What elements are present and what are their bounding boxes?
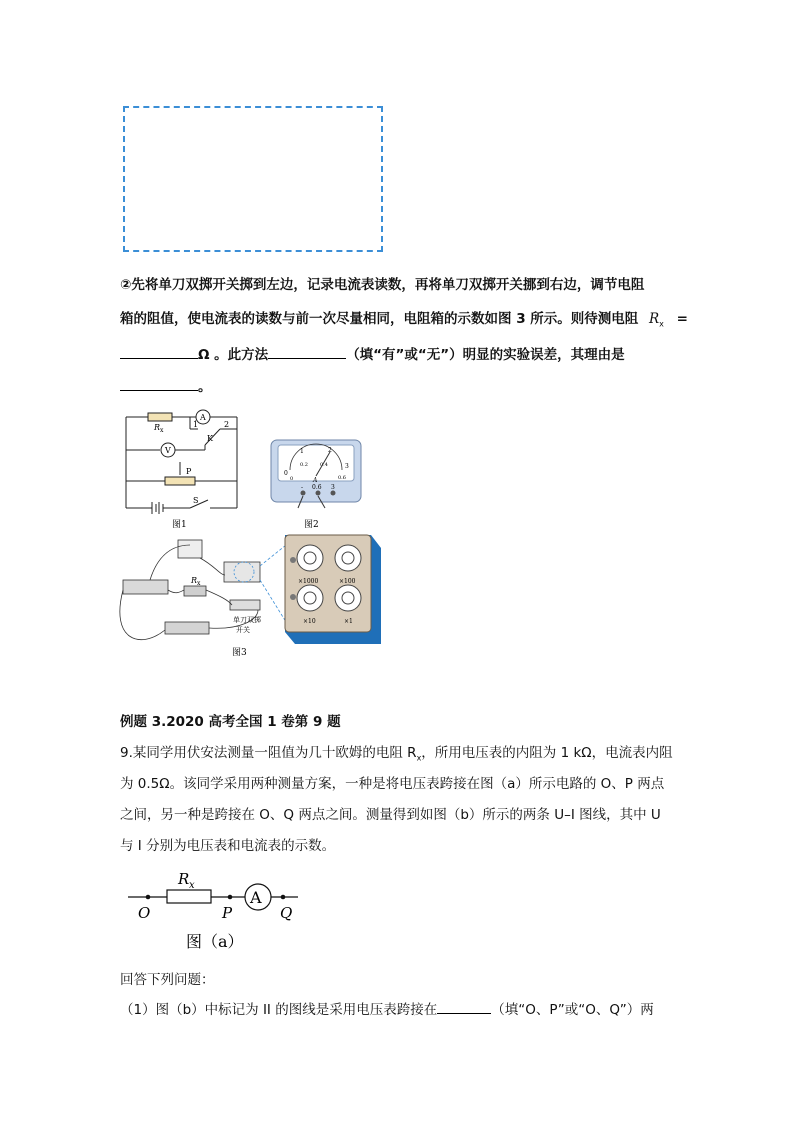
fig2-terminal-neg: - [301, 484, 304, 491]
fig1-ammeter-symbol: A [200, 413, 206, 422]
q2-line-1: ②先将单刀双掷开关掷到左边，记录电流表读数，再将单刀双掷开关挪到右边，调节电阻 [120, 277, 645, 293]
answer-drawing-box [123, 106, 383, 252]
circuit-a-diagram [0, 865, 794, 955]
example-para-line-3: 之间，另一种是跨接在 O、Q 两点之间。测量得到如图（b）所示的两条 U–I 图线，其中 U [120, 807, 661, 823]
fig1-switch-s: S [193, 496, 199, 505]
fig1-terminal-2: 2 [224, 420, 230, 429]
figures-1-2-3 [0, 400, 794, 700]
fig2-scale-zero: 0 [284, 470, 288, 477]
circuit-a-r-sub: x [189, 880, 195, 891]
circuit-a-point-q: Q [280, 904, 293, 922]
answer-q1: （1）图（b）中标记为 II 的图线是采用电压表跨接在 （填“O、P”或“O、Q”）两 [120, 1002, 654, 1018]
figure-3-apparatus [120, 540, 291, 640]
circuit-a-caption: 图（a） [186, 932, 244, 951]
fig3-switch-label-1: 单刀双掷 [233, 616, 261, 624]
fig2-scale-02: 0.2 [300, 462, 308, 468]
fig1-rx-sub: x [160, 427, 164, 434]
example-para-line-2: 为 0.5Ω。该同学采用两种测量方案，一种是将电压表跨接在图（a）所示电路的 O、P 两点 [120, 776, 665, 792]
example-heading: 例题 3.2020 高考全国 1 卷第 9 题 [120, 714, 341, 730]
answer-intro: 回答下列问题： [120, 972, 215, 988]
fig1-switch-k: K [207, 434, 213, 443]
fig2-scale-0: 0 [290, 476, 294, 482]
example-para-line-4: 与 I 分别为电压表和电流表的示数。 [120, 838, 336, 854]
fig3-caption: 图3 [232, 648, 247, 658]
fig1-slider-p: P [186, 467, 192, 476]
fig3-switch-label-2: 开关 [236, 626, 250, 634]
fig2-scale-04: 0.4 [320, 462, 328, 468]
figure-1-circuit [126, 410, 237, 514]
circuit-a-point-o: O [138, 904, 151, 922]
resistance-box-panel [285, 535, 381, 644]
fig2-scale-top-1: 1 [300, 448, 304, 455]
fig2-unit: A [313, 477, 318, 484]
fig2-scale-06: 0.6 [338, 475, 346, 481]
fig1-terminal-1: 1 [193, 420, 199, 429]
fig2-terminal-06: 0.6 [312, 484, 322, 491]
fig3-rx-sub: x [197, 580, 201, 587]
q2-line-2: 箱的阻值，使电流表的读数与前一次尽量相同，电阻箱的示数如图 3 所示。则待测电阻 $R_x$ = [120, 311, 688, 329]
dial-mult-100: ×100 [339, 578, 356, 585]
fig1-caption: 图1 [172, 520, 187, 530]
fig1-rx-label: R [154, 423, 161, 432]
fig2-scale-three: 3 [345, 463, 349, 470]
circuit-a-ammeter: A [250, 888, 262, 907]
q2-line-4: 。 [120, 375, 212, 395]
fig2-terminal-3: 3 [331, 484, 335, 491]
dial-mult-1000: ×1000 [298, 578, 319, 585]
fig2-scale-top-2: 2 [328, 447, 332, 454]
circuit-a-r-label: R [178, 870, 190, 888]
dial-mult-10: ×10 [303, 618, 316, 625]
fig3-rx-label: R [191, 576, 198, 585]
fig1-voltmeter-symbol: V [165, 446, 171, 455]
dial-mult-1: ×1 [344, 618, 353, 625]
circuit-a-point-p: P [222, 904, 233, 922]
q2-line-3: Ω 。此方法 （填“有”或“无”）明显的实验误差，其理由是 [120, 343, 625, 363]
example-para-line-1: 9.某同学用伏安法测量一阻值为几十欧姆的电阻 $R_x$，所用电压表的内阻为 1 kΩ，电流表内阻 [120, 745, 673, 763]
fig2-caption: 图2 [304, 520, 319, 530]
